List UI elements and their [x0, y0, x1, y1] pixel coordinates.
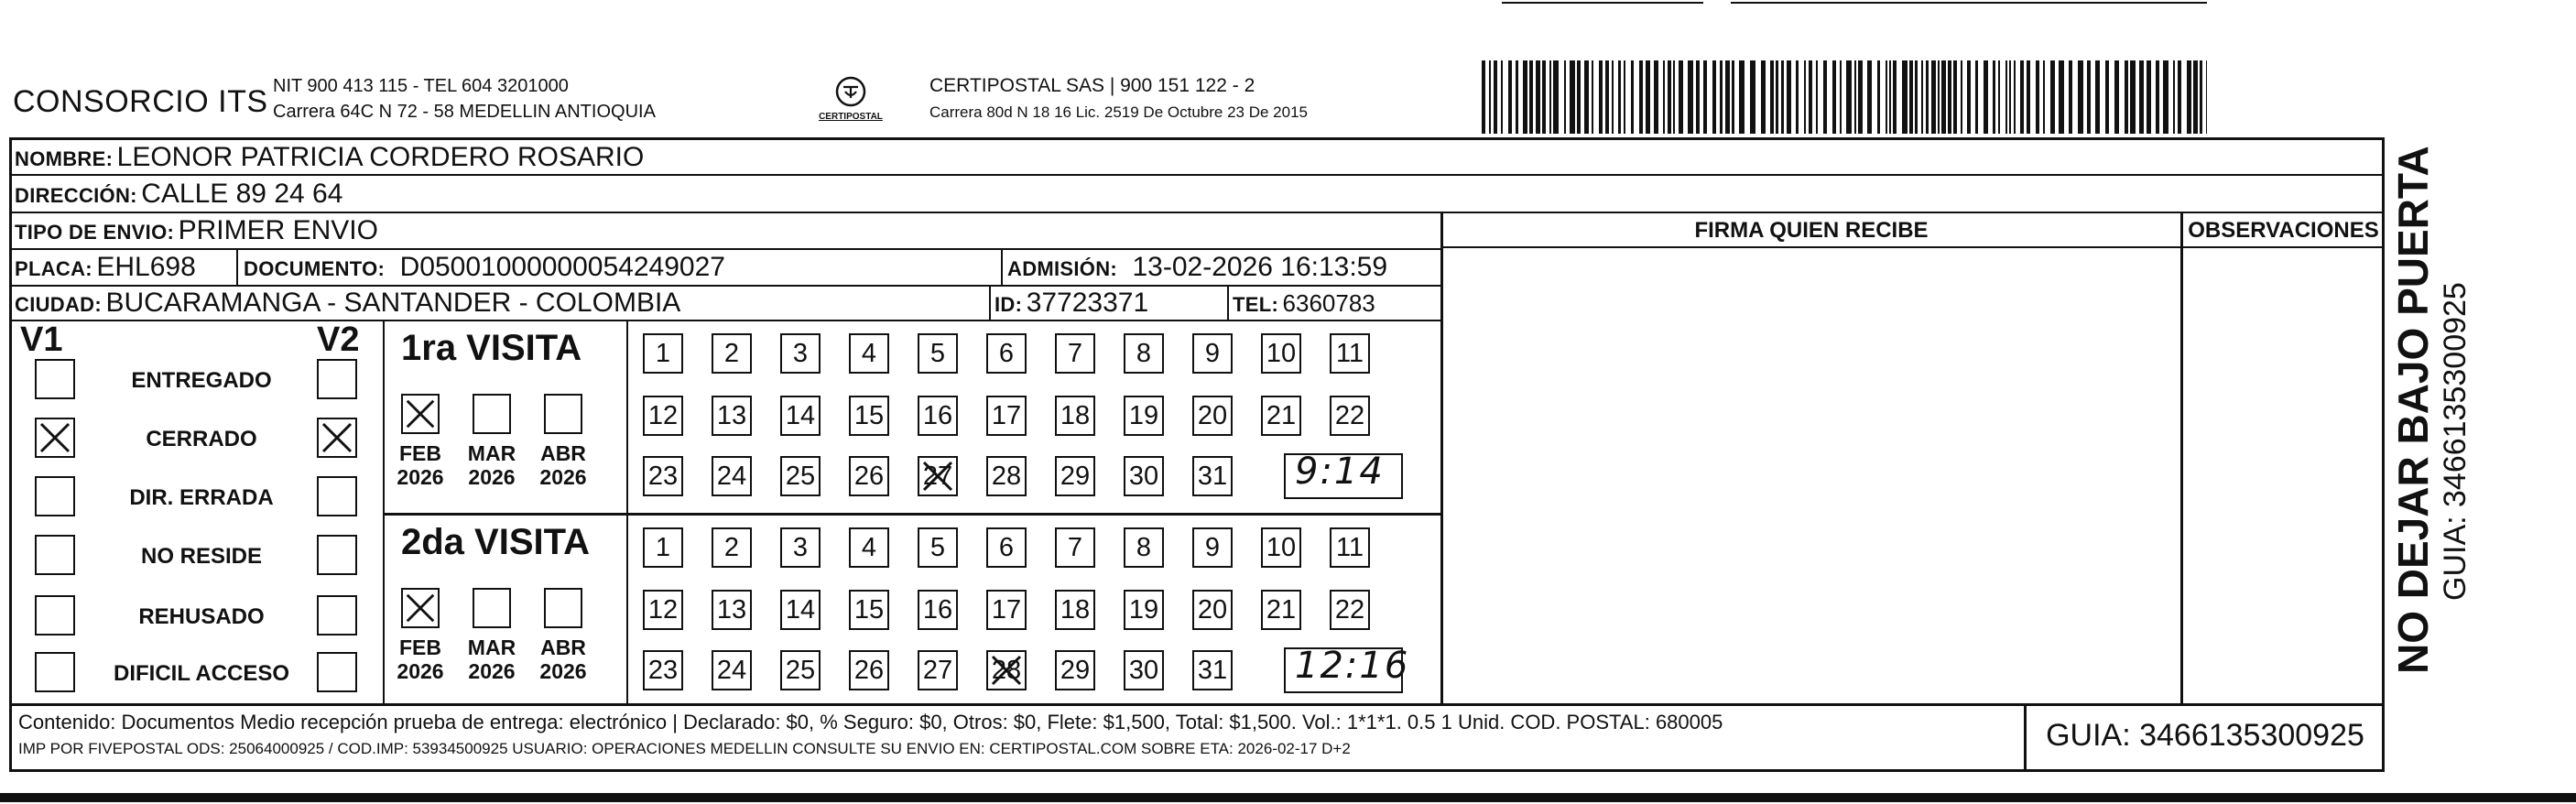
- direccion-label: DIRECCIÓN:: [15, 184, 137, 207]
- tipo-envio-value: PRIMER ENVIO: [178, 215, 378, 245]
- visit-2-time: 12:16: [1295, 645, 1410, 687]
- carrier-address-line: Carrera 80d N 18 16 Lic. 2519 De Octubre 23 De 2015: [929, 103, 1308, 121]
- visit-1-day-15[interactable]: 15: [849, 396, 889, 436]
- visit-2-day-23[interactable]: 23: [643, 650, 683, 690]
- visit-2-day-16[interactable]: 16: [918, 590, 958, 630]
- status-label-entregado: ENTREGADO: [131, 368, 272, 393]
- status-label-cerrado: CERRADO: [146, 427, 257, 451]
- visit-1-month-feb-checkbox[interactable]: [401, 394, 440, 434]
- nombre-value: LEONOR PATRICIA CORDERO ROSARIO: [116, 142, 645, 172]
- v2-entregado-checkbox[interactable]: [317, 359, 357, 399]
- visit-1-day-21[interactable]: 21: [1261, 396, 1301, 436]
- visit-2-day-20[interactable]: 20: [1192, 590, 1233, 630]
- logo-text: CERTIPOSTAL: [819, 112, 883, 122]
- visit-1-day-14[interactable]: 14: [780, 396, 821, 436]
- visit-2-day-17[interactable]: 17: [986, 590, 1027, 630]
- id-row: [995, 287, 1148, 324]
- status-label-dir-errada: DIR. ERRADA: [129, 485, 274, 510]
- visit-1-day-13[interactable]: 13: [712, 396, 752, 436]
- v1-rehusado-checkbox[interactable]: [35, 595, 75, 636]
- ciudad-row: [15, 287, 680, 324]
- visit-1-day-19[interactable]: 19: [1124, 396, 1164, 436]
- barcode: [1482, 60, 2207, 134]
- visit-2-day-31[interactable]: 31: [1192, 650, 1233, 690]
- visit-2-day-30[interactable]: 30: [1124, 650, 1164, 690]
- visit-2-day-2[interactable]: 2: [712, 527, 752, 568]
- visit-2-day-28[interactable]: 28: [986, 650, 1027, 690]
- status-label-rehusado: REHUSADO: [138, 604, 265, 629]
- visit-1-day-18[interactable]: 18: [1055, 396, 1095, 436]
- admision-label: ADMISIÓN:: [1007, 257, 1118, 280]
- observaciones-header: OBSERVACIONES: [2188, 218, 2379, 243]
- admision-value: 13-02-2026 16:13:59: [1132, 252, 1388, 282]
- visit-1-day-4[interactable]: 4: [849, 333, 889, 374]
- id-label: ID:: [995, 293, 1023, 316]
- v1-no-reside-checkbox[interactable]: [35, 535, 75, 575]
- visit-1-day-1[interactable]: 1: [643, 333, 683, 374]
- visit-2-day-26[interactable]: 26: [849, 650, 889, 690]
- visit-1-month-feb-label: FEB 2026: [397, 441, 444, 489]
- visit-2-day-1[interactable]: 1: [643, 527, 683, 568]
- visit-1-month-abr-checkbox[interactable]: [544, 394, 582, 434]
- placa-value: EHL698: [96, 252, 196, 282]
- visit-2-day-11[interactable]: 11: [1330, 527, 1370, 568]
- visit-1-time: 9:14: [1295, 451, 1385, 493]
- visit-2-day-22[interactable]: 22: [1330, 590, 1370, 630]
- visit-1-day-7[interactable]: 7: [1055, 333, 1095, 374]
- visit-1-day-8[interactable]: 8: [1124, 333, 1164, 374]
- visit-2-day-6[interactable]: 6: [986, 527, 1027, 568]
- visit-2-day-15[interactable]: 15: [849, 590, 889, 630]
- footer-content-line: Contenido: Documentos Medio recepción prueba de entrega: electrónico | Declarado: $0, % Seguro: $0, Otros: $0, Flete: $1,500, Total: $1,500. Vol.: 1*1*1. 0.5 1 Unid. COD. POSTAL: 680005: [18, 711, 1723, 733]
- visit-1-day-9[interactable]: 9: [1192, 333, 1233, 374]
- v1-dir-errada-checkbox[interactable]: [35, 476, 75, 516]
- visit-2-day-18[interactable]: 18: [1055, 590, 1095, 630]
- id-value: 37723371: [1026, 288, 1149, 318]
- placa-row: [15, 251, 196, 288]
- visit-2-day-19[interactable]: 19: [1124, 590, 1164, 630]
- nombre-row: [15, 141, 644, 179]
- visit-2-day-25[interactable]: 25: [780, 650, 821, 690]
- visit-1-day-11[interactable]: 11: [1330, 333, 1370, 374]
- visit-2-day-24[interactable]: 24: [712, 650, 752, 690]
- visit-2-month-feb-label: FEB 2026: [397, 636, 444, 683]
- visit-1-day-5[interactable]: 5: [918, 333, 958, 374]
- company-name: CONSORCIO ITS: [13, 84, 268, 119]
- visit-2-month-feb-checkbox[interactable]: [401, 588, 440, 628]
- carrier-line: CERTIPOSTAL SAS | 900 151 122 - 2: [929, 75, 1255, 96]
- tipo-envio-row: [15, 214, 378, 252]
- visit-2-day-9[interactable]: 9: [1192, 527, 1233, 568]
- direccion-value: CALLE 89 24 64: [141, 179, 343, 209]
- visit-1-day-31[interactable]: 31: [1192, 456, 1233, 496]
- visit-1-day-20[interactable]: 20: [1192, 396, 1233, 436]
- visit-2-title: 2da VISITA: [401, 522, 590, 562]
- v2-dificil-acceso-checkbox[interactable]: [317, 652, 357, 692]
- company-nit-line: NIT 900 413 115 - TEL 604 3201000: [273, 76, 569, 96]
- visit-1-day-24[interactable]: 24: [712, 456, 752, 496]
- tel-label: TEL:: [1233, 293, 1279, 316]
- visit-2-day-13[interactable]: 13: [712, 590, 752, 630]
- visit-2-month-abr-label: ABR 2026: [539, 636, 587, 683]
- footer-print-line: IMP POR FIVEPOSTAL ODS: 25064000925 / COD.IMP: 53934500925 USUARIO: OPERACIONES MEDELLIN CONSULTE SU ENVIO EN: CERTIPOSTAL.COM SOBRE ETA: 2026-02-17 D+2: [18, 740, 1351, 757]
- visit-2-month-mar-checkbox[interactable]: [473, 588, 511, 628]
- visit-2-day-21[interactable]: 21: [1261, 590, 1301, 630]
- visit-2-day-29[interactable]: 29: [1055, 650, 1095, 690]
- documento-label: DOCUMENTO:: [244, 257, 386, 280]
- visit-1-day-17[interactable]: 17: [986, 396, 1027, 436]
- documento-row: [244, 251, 725, 288]
- visit-1-day-22[interactable]: 22: [1330, 396, 1370, 436]
- visit-1-day-23[interactable]: 23: [643, 456, 683, 496]
- v1-entregado-checkbox[interactable]: [35, 359, 75, 399]
- visit-1-day-2[interactable]: 2: [712, 333, 752, 374]
- admision-row: [1007, 251, 1387, 288]
- visit-1-day-10[interactable]: 10: [1261, 333, 1301, 374]
- visit-1-month-mar-checkbox[interactable]: [473, 394, 511, 434]
- company-address-line: Carrera 64C N 72 - 58 MEDELLIN ANTIOQUIA: [273, 102, 656, 122]
- visit-1-month-mar-label: MAR 2026: [467, 441, 516, 489]
- visit-2-day-14[interactable]: 14: [780, 590, 821, 630]
- v2-header: V2: [317, 321, 360, 359]
- ciudad-value: BUCARAMANGA - SANTANDER - COLOMBIA: [105, 288, 681, 318]
- visit-1-day-27[interactable]: 27: [918, 456, 958, 496]
- placa-label: PLACA:: [15, 257, 92, 280]
- visit-2-day-10[interactable]: 10: [1261, 527, 1301, 568]
- footer-guia: GUIA: 3466135300925: [2046, 718, 2364, 753]
- v2-cerrado-checkbox[interactable]: [317, 418, 357, 458]
- firma-header: FIRMA QUIEN RECIBE: [1694, 218, 1929, 243]
- certipostal-logo: [813, 71, 888, 132]
- side-guia: GUIA: 3466135300925: [2438, 282, 2473, 601]
- visit-2-day-5[interactable]: 5: [918, 527, 958, 568]
- tel-row: [1233, 287, 1375, 324]
- visit-2-day-8[interactable]: 8: [1124, 527, 1164, 568]
- visit-1-day-16[interactable]: 16: [918, 396, 958, 436]
- v1-cerrado-checkbox[interactable]: [35, 418, 75, 458]
- v2-dir-errada-checkbox[interactable]: [317, 476, 357, 516]
- ciudad-label: CIUDAD:: [15, 293, 102, 316]
- side-warning: NO DEJAR BAJO PUERTA: [2389, 146, 2437, 674]
- visit-1-day-25[interactable]: 25: [780, 456, 821, 496]
- tipo-envio-label: TIPO DE ENVIO:: [15, 221, 175, 244]
- tel-value: 6360783: [1282, 289, 1375, 317]
- visit-1-day-29[interactable]: 29: [1055, 456, 1095, 496]
- visit-1-title: 1ra VISITA: [401, 328, 582, 368]
- visit-1-day-28[interactable]: 28: [986, 456, 1027, 496]
- visit-2-month-abr-checkbox[interactable]: [544, 588, 582, 628]
- visit-1-day-26[interactable]: 26: [849, 456, 889, 496]
- v1-header: V1: [20, 321, 63, 359]
- visit-1-day-30[interactable]: 30: [1124, 456, 1164, 496]
- visit-2-day-12[interactable]: 12: [643, 590, 683, 630]
- v2-rehusado-checkbox[interactable]: [317, 595, 357, 636]
- direccion-row: [15, 178, 342, 215]
- visit-2-day-3[interactable]: 3: [780, 527, 821, 568]
- visit-2-day-7[interactable]: 7: [1055, 527, 1095, 568]
- visit-2-day-27[interactable]: 27: [918, 650, 958, 690]
- visit-1-day-12[interactable]: 12: [643, 396, 683, 436]
- visit-1-month-abr-label: ABR 2026: [539, 441, 587, 489]
- nombre-label: NOMBRE:: [15, 147, 114, 170]
- status-label-dificil-acceso: DIFICIL ACCESO: [113, 661, 289, 686]
- v1-dificil-acceso-checkbox[interactable]: [35, 652, 75, 692]
- visit-2-day-4[interactable]: 4: [849, 527, 889, 568]
- status-label-no-reside: NO RESIDE: [140, 544, 263, 569]
- documento-value: D05001000000054249027: [399, 252, 725, 282]
- visit-2-month-mar-label: MAR 2026: [467, 636, 516, 683]
- visit-1-day-3[interactable]: 3: [780, 333, 821, 374]
- v2-no-reside-checkbox[interactable]: [317, 535, 357, 575]
- visit-1-day-6[interactable]: 6: [986, 333, 1027, 374]
